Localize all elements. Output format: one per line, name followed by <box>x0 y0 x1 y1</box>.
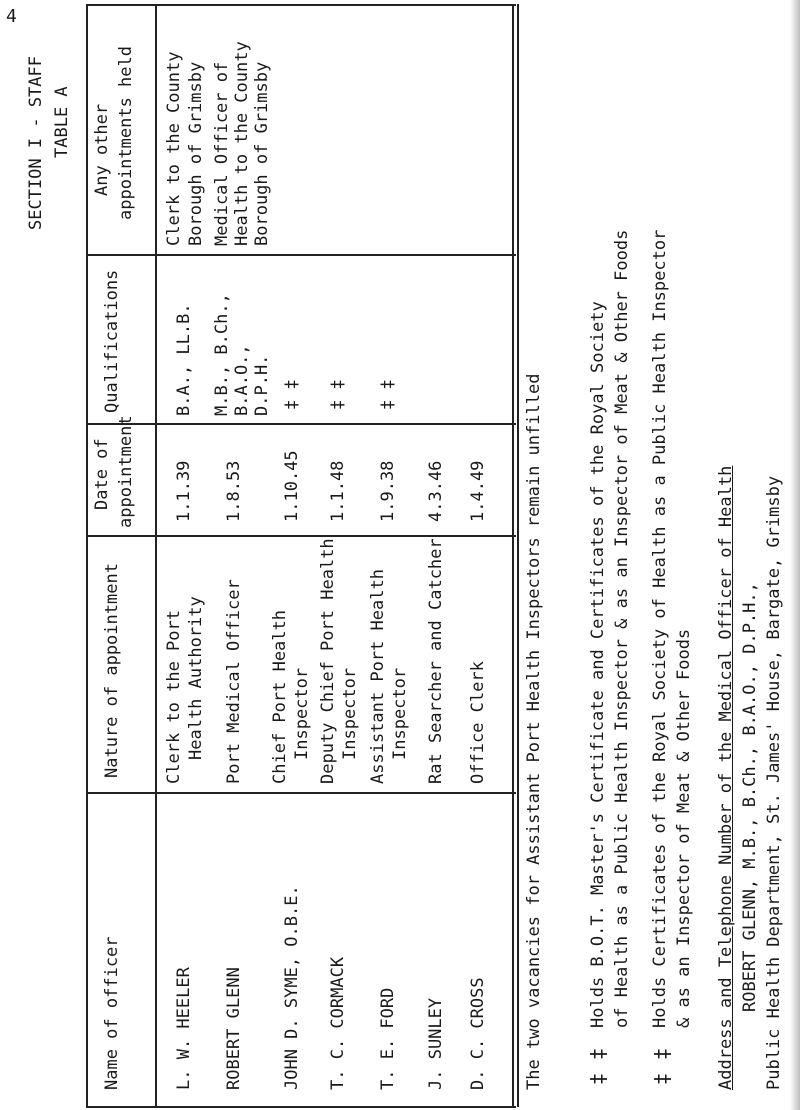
qualification-marks: ‡ ‡ <box>282 379 302 410</box>
header-name: Name of officer <box>102 936 122 1090</box>
officer-name: J. SUNLEY <box>426 997 446 1090</box>
appointment-nature: Rat Searcher and Catcher <box>426 538 446 784</box>
header-date-1: Date of <box>92 438 112 510</box>
footnote-mark: ‡ <box>650 1047 674 1060</box>
appointment-nature: Clerk to the Port <box>164 610 184 784</box>
section-title: SECTION I - STAFF <box>26 56 46 230</box>
footnote-text-cont: of Health as a Public Health Inspector & as an Inspector of Meat & Other Foods <box>612 229 632 1028</box>
appointment-nature: Assistant Port Health <box>368 569 388 784</box>
vacancies-note: The two vacancies for Assistant Port Health Inspectors remain unfilled <box>524 373 544 1090</box>
officer-name: ROBERT GLENN <box>224 967 244 1090</box>
qualifications-cont: B.A.O., <box>232 344 252 416</box>
qualification-marks: ‡ ‡ <box>328 379 348 410</box>
footnote-text: Holds Certificates of the Royal Society of Health as a Public Health Inspector <box>650 229 670 1028</box>
table-label: TABLE A <box>52 86 72 158</box>
officer-name: D. C. CROSS <box>468 977 488 1090</box>
qualification-marks: ‡ ‡ <box>378 379 398 410</box>
header-date-2: appointment <box>116 415 136 528</box>
other-appointment-cont: Borough of Grimsby <box>186 61 206 246</box>
appointment-nature-cont: Inspector <box>292 667 312 760</box>
qualifications-cont: D.P.H. <box>252 354 272 416</box>
header-qualifications: Qualifications <box>102 269 122 413</box>
address-location: Public Health Department, St. James' House, Bargate, Grimsby <box>764 475 784 1090</box>
footnote-mark: ‡ <box>586 1072 610 1085</box>
qualifications: B.A., LL.B. <box>174 303 194 416</box>
address-heading: Address and Telephone Number of the Medical Officer of Health <box>716 465 736 1090</box>
appointment-nature: Deputy Chief Port Health <box>318 538 338 784</box>
appointment-date: 1.9.38 <box>378 460 398 522</box>
officer-name: JOHN D. SYME, O.B.E. <box>282 885 302 1090</box>
other-appointment-cont: Health to the County <box>232 41 252 246</box>
footnote-text-cont: & as an Inspector of Meat & Other Foods <box>674 628 694 1028</box>
appointment-date: 4.3.46 <box>426 460 446 522</box>
appointment-date: 1.1.48 <box>328 460 348 522</box>
other-appointment: Clerk to the County <box>164 51 184 246</box>
qualifications: M.B., B.Ch., <box>212 293 232 416</box>
header-other-1: Any other <box>92 103 112 196</box>
officer-name: T. E. FORD <box>378 987 398 1090</box>
appointment-nature-cont: Inspector <box>390 667 410 760</box>
officer-name: L. W. HEELER <box>174 967 194 1090</box>
appointment-date: 1.8.53 <box>224 460 244 522</box>
appointment-nature: Chief Port Health <box>270 610 290 784</box>
header-nature: Nature of appointment <box>102 563 122 778</box>
appointment-nature: Office Clerk <box>468 661 488 784</box>
footnote-mark: ‡ <box>586 1047 610 1060</box>
footnote-text: Holds B.O.T. Master's Certificate and Certificates of the Royal Society <box>588 301 608 1028</box>
scan-edge <box>790 0 800 1110</box>
appointment-date: 1.4.49 <box>468 460 488 522</box>
other-appointment: Medical Officer of <box>212 61 232 246</box>
appointment-nature-cont: Inspector <box>340 667 360 760</box>
header-other-2: appointments held <box>116 46 136 220</box>
appointment-date: 1.10.45 <box>282 450 302 522</box>
appointment-nature: Port Medical Officer <box>224 579 244 784</box>
officer-name: T. C. CORMACK <box>328 956 348 1090</box>
page-number: 4 <box>6 6 17 27</box>
appointment-date: 1.1.39 <box>174 460 194 522</box>
footnote-mark: ‡ <box>650 1072 674 1085</box>
address-name: ROBERT GLENN, M.B., B.Ch., B.A.O., D.P.H., <box>740 582 760 1012</box>
appointment-nature-cont: Health Authority <box>186 596 206 760</box>
other-appointment-cont: Borough of Grimsby <box>252 61 272 246</box>
